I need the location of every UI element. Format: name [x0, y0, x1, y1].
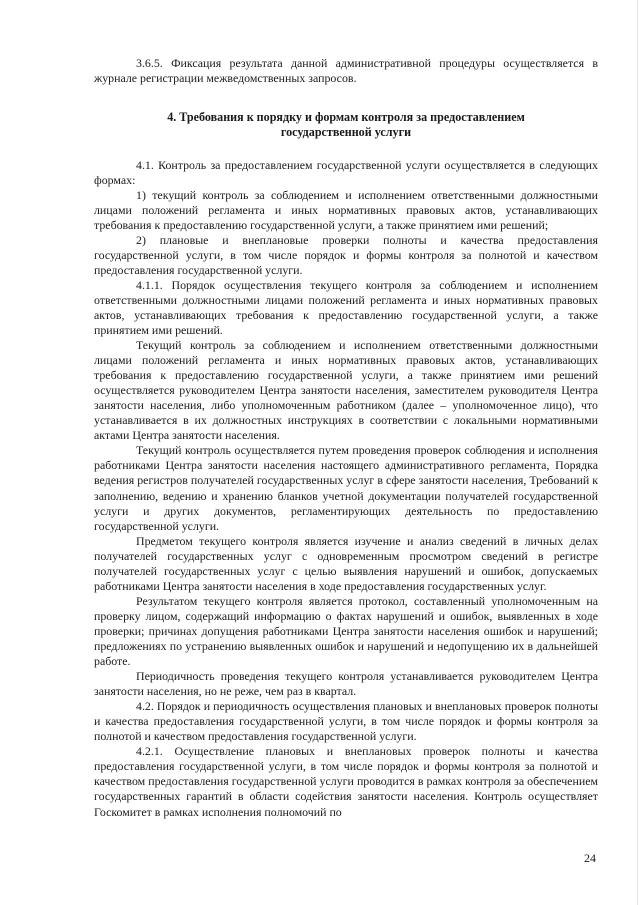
page-number: 24	[584, 851, 596, 865]
list-item-2: 2) плановые и внеплановые проверки полноты и качества предоставления государственной услуги, в том числе порядок и формы контроля за полнотой и качеством предоставления государственной услуги.	[94, 232, 598, 277]
paragraph-current-control-1: Текущий контроль за соблюдением и исполнением ответственными должностными лицами положений регламента и иных нормативных правовых актов, устанавливающих требования к предоставлению государственной услуги, а также принятием ими решений осуществляется руководителем Центра занятости населения, заместителем руководителя Центра занятости населения, либо уполномоченным работником (далее – уполномоченное лицо), что устанавливается в их должностных инструкциях в соответствии с локальными нормативными актами Центра занятости населения.	[94, 338, 598, 443]
section-heading-4: 4. Требования к порядку и формам контроля за предоставлением государственной услуги	[167, 110, 525, 140]
paragraph-4-1: 4.1. Контроль за предоставлением государственной услуги осуществляется в следующих формах:	[94, 157, 598, 187]
paragraph-4-1-1: 4.1.1. Порядок осуществления текущего контроля за соблюдением и исполнением ответственными должностными лицами положений регламента и иных нормативных правовых актов, устанавливающих требования к предоставлению государственной услуги, а также принятием ими решений.	[94, 277, 598, 338]
paragraph-current-control-5: Периодичность проведения текущего контроля устанавливается руководителем Центра занятости населения, но не реже, чем раз в квартал.	[94, 669, 598, 699]
paragraph-4-2: 4.2. Порядок и периодичность осуществления плановых и внеплановых проверок полноты и качества предоставления государственной услуги, в том числе порядок и формы контроля за полнотой и качеством предоставления государственной услуги.	[94, 699, 598, 744]
paragraph-current-control-3: Предметом текущего контроля является изучение и анализ сведений в личных делах получателей государственных услуг с одновременным просмотром сведений в регистре получателей государственных услуг с целью выявления нарушений и ошибок, допускаемых работниками Центра занятости населения в ходе предоставления государственных услуг.	[94, 533, 598, 593]
document-body	[94, 56, 598, 820]
paragraph-current-control-2: Текущий контроль осуществляется путем проведения проверок соблюдения и исполнения работниками Центра занятости населения настоящего административного регламента, Порядка ведения регистров получателей государственных услуг в сфере занятости населения, Требований к заполнению, ведению и хранению бланков учетной документации получателей государственной услуги и других документов, регламентирующих деятельность по предоставлению государственной услуги.	[94, 443, 598, 533]
list-item-1: 1) текущий контроль за соблюдением и исполнением ответственными должностными лицами положений регламента и иных нормативных правовых актов, устанавливающих требования к предоставлению государственной услуги, а также принятием ими решений;	[94, 187, 598, 232]
paragraph-4-2-1: 4.2.1. Осуществление плановых и внеплановых проверок полноты и качества предоставления государственной услуги, в том числе порядок и формы контроля за полнотой и качеством предоставления государственной услуги проводится в рамках контроля за обеспечением государственных гарантий в области содействия занятости населения. Контроль осуществляет Госкомитет в рамках исполнения полномочий по	[94, 744, 598, 819]
page-edge	[637, 0, 638, 905]
paragraph-current-control-4: Результатом текущего контроля является протокол, составленный уполномоченным на проверку лицом, содержащий информацию о фактах нарушений и ошибок, выявленных в ходе проверки; причинах допущения работниками Центра занятости населения ошибок и нарушений; предложениях по устранению выявленных ошибок и нарушений и недопущению их в дальнейшей работе.	[94, 593, 598, 669]
paragraph-3-6-5: 3.6.5. Фиксация результата данной административной процедуры осуществляется в журнале регистрации межведомственных запросов.	[94, 56, 598, 86]
